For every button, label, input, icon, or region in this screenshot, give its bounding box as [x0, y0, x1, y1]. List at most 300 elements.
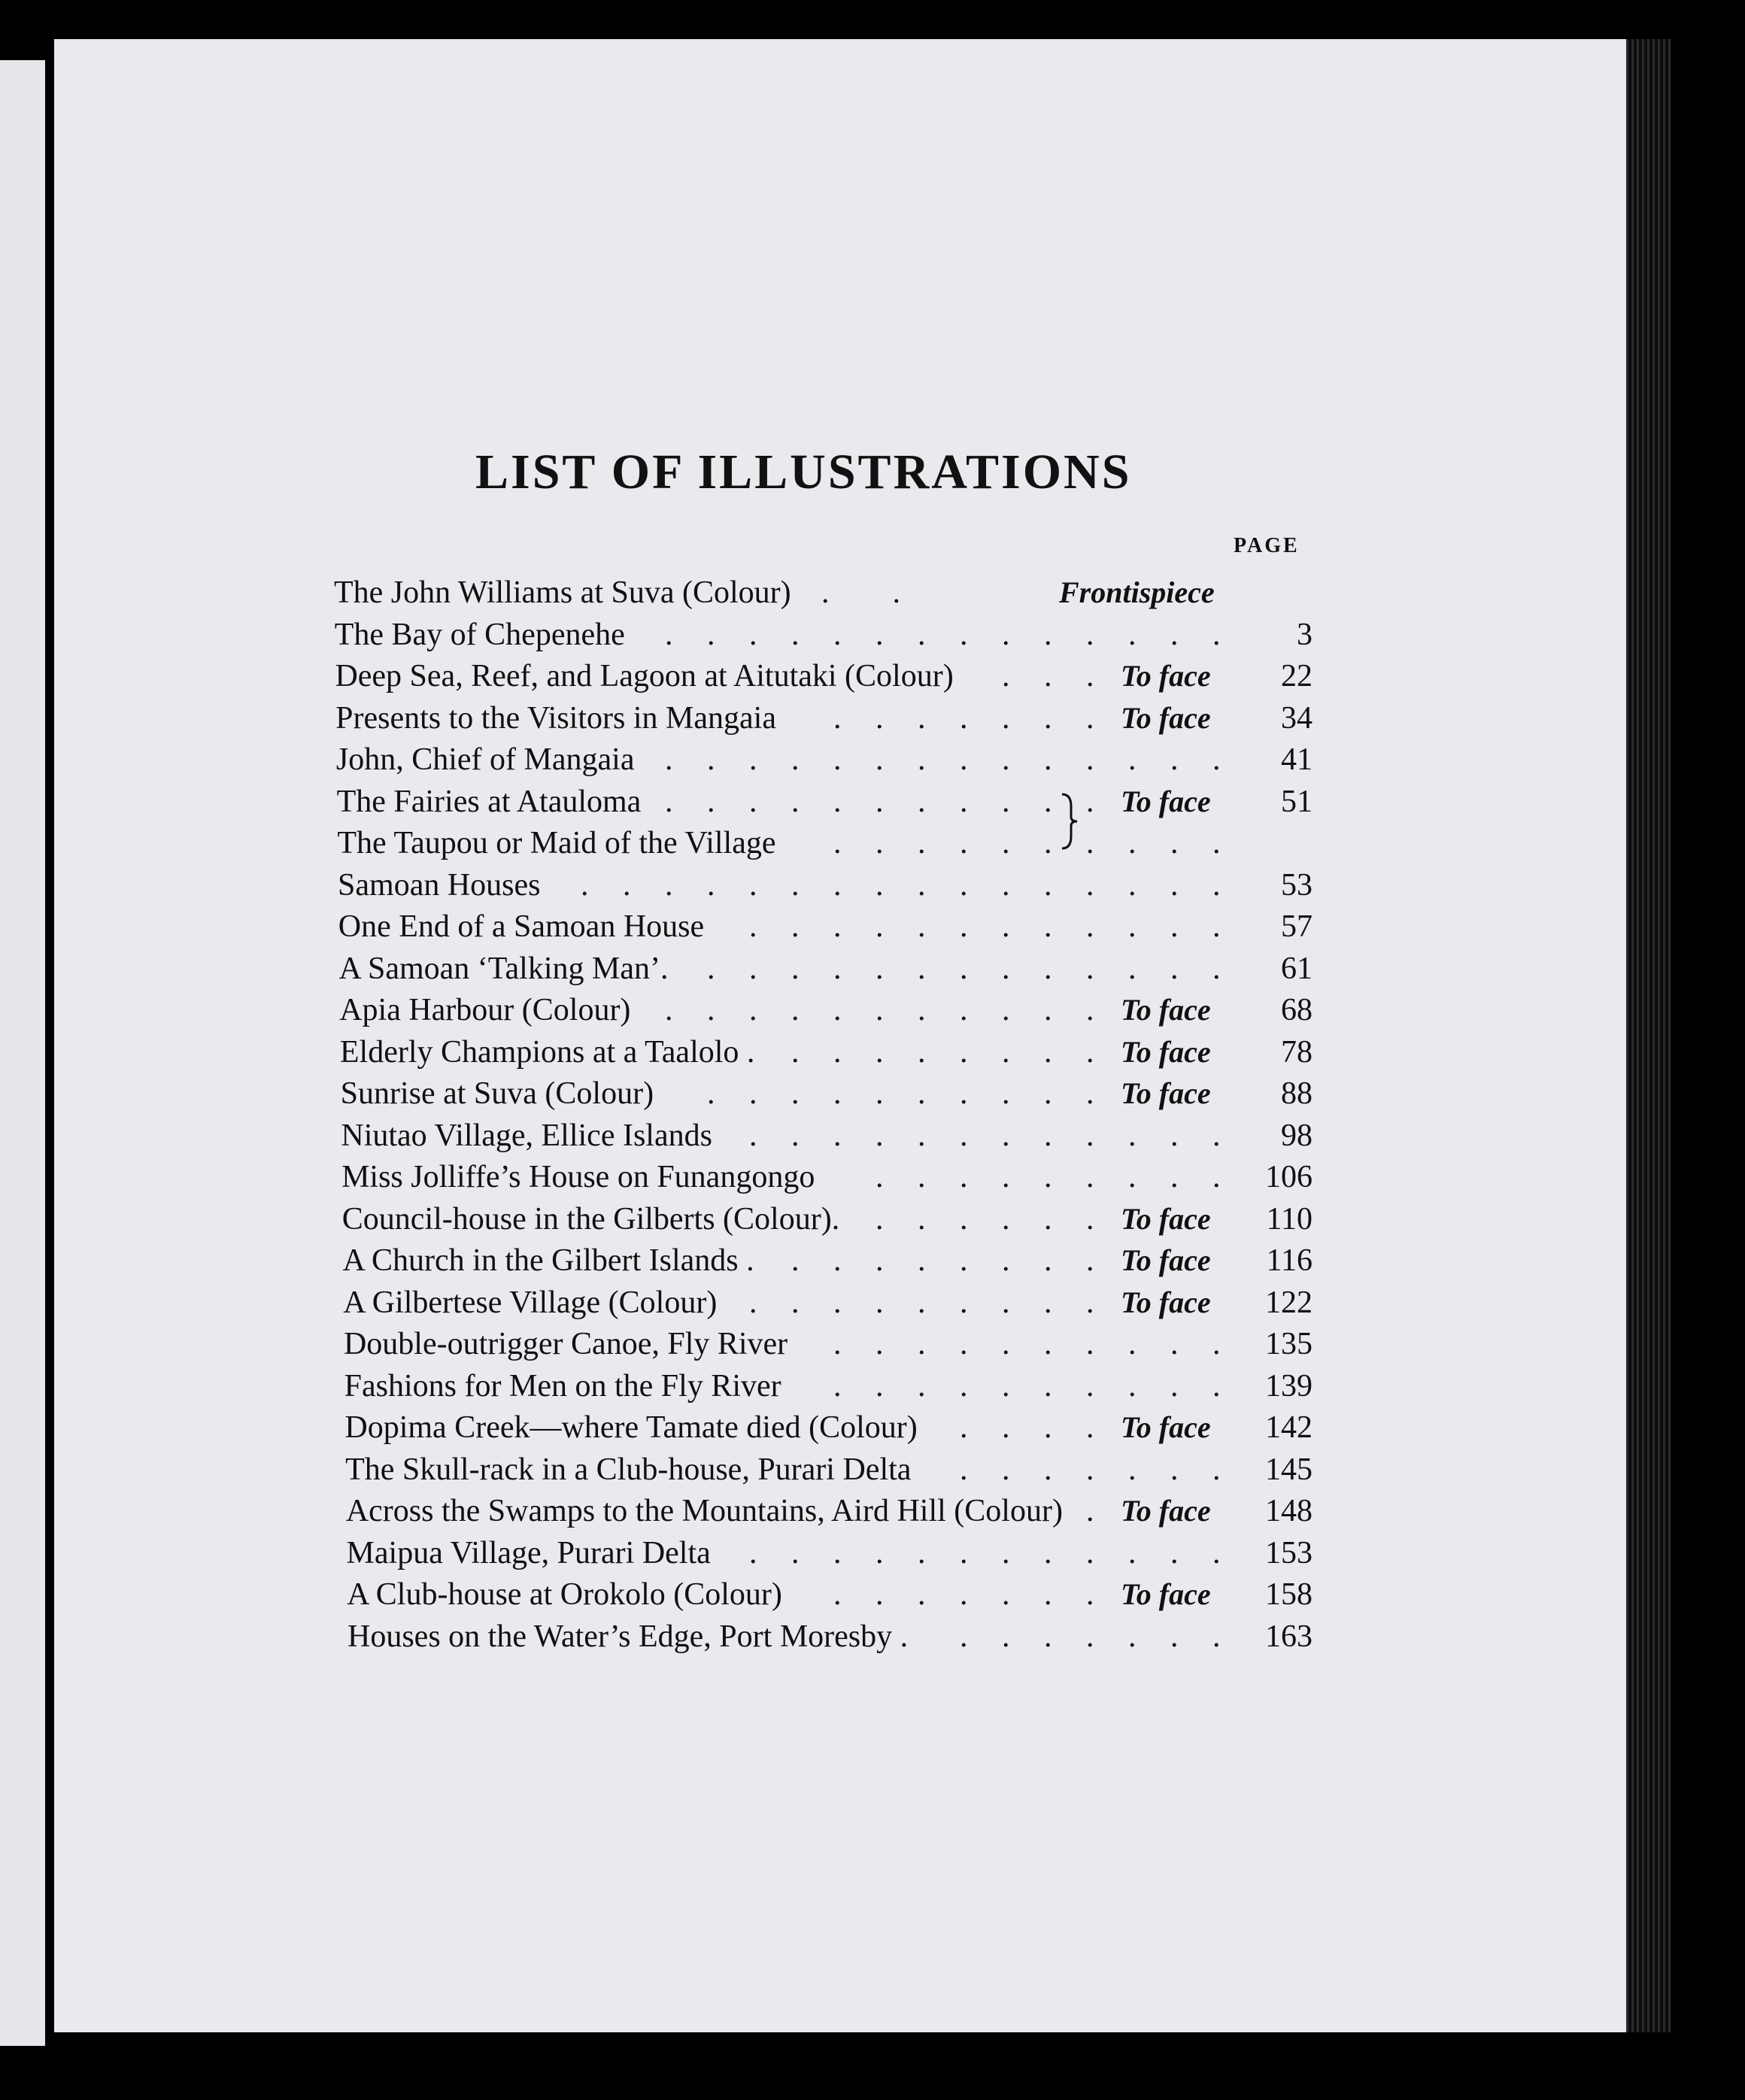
illustration-caption: Elderly Champions at a Taalolo . — [339, 1034, 755, 1070]
illustration-caption: The Fairies at Atauloma — [336, 784, 642, 819]
dot-leader: . — [833, 700, 842, 736]
list-item — [0, 657, 1745, 699]
dot-leader: . — [1212, 1452, 1221, 1487]
dot-leader: . — [1002, 1452, 1010, 1487]
dot-leader: . — [1128, 617, 1137, 652]
dot-leader: . — [1044, 700, 1052, 736]
page-number: 145 — [1265, 1452, 1313, 1487]
list-item — [0, 615, 1745, 657]
illustration-caption: A Club-house at Orokolo (Colour) — [347, 1577, 782, 1612]
list-item — [0, 1450, 1745, 1492]
dot-leader: . — [1002, 1535, 1010, 1570]
dot-leader: . — [1170, 1619, 1179, 1654]
page-number: 135 — [1265, 1327, 1313, 1361]
dot-leader: . — [1044, 1076, 1052, 1111]
dot-leader: . — [1086, 1243, 1094, 1278]
dot-leader: . — [1128, 1535, 1137, 1570]
dot-leader: . — [833, 1368, 842, 1404]
dot-leader: . — [1044, 1535, 1052, 1570]
dot-leader: . — [833, 784, 842, 819]
dot-leader: . — [833, 1243, 842, 1278]
dot-leader: . — [960, 1201, 968, 1237]
dot-leader: . — [876, 993, 884, 1027]
dot-leader: . — [1002, 1285, 1010, 1320]
illustration-caption: A Samoan ‘Talking Man’. — [338, 951, 669, 986]
dot-leader: . — [1086, 1118, 1094, 1153]
dot-leader: . — [707, 617, 715, 652]
list-item — [0, 1158, 1745, 1200]
dot-leader: . — [876, 700, 884, 736]
dot-leader: . — [1086, 1076, 1094, 1111]
dot-leader: . — [1044, 1118, 1052, 1153]
illustration-caption: Dopima Creek—where Tamate died (Colour) — [344, 1410, 918, 1445]
list-item — [0, 740, 1745, 782]
dot-leader: . — [1128, 951, 1137, 986]
dot-leader: . — [1044, 1160, 1052, 1194]
dot-leader: . — [1086, 659, 1094, 693]
page-number: 61 — [1281, 951, 1313, 986]
dot-leader: . — [791, 1034, 800, 1070]
list-item — [0, 824, 1745, 866]
dot-leader: . — [960, 1368, 968, 1404]
dot-leader: . — [749, 742, 757, 777]
illustration-caption: Presents to the Visitors in Mangaia — [335, 700, 776, 736]
illustration-caption: Deep Sea, Reef, and Lagoon at Aitutaki (Colour) — [335, 659, 954, 693]
dot-leader: . — [960, 1452, 968, 1487]
placement-note: To face — [1121, 993, 1211, 1027]
dot-leader: . — [918, 742, 926, 777]
dot-leader: . — [1212, 617, 1221, 652]
dot-leader: . — [960, 1410, 968, 1445]
illustration-caption: Houses on the Water’s Edge, Port Moresby . — [347, 1619, 909, 1654]
page-number: 53 — [1281, 867, 1313, 903]
page-number: 88 — [1281, 1076, 1313, 1111]
illustration-caption: The John Williams at Suva (Colour) — [334, 575, 791, 610]
dot-leader: . — [918, 1577, 926, 1612]
page-number: 106 — [1265, 1160, 1313, 1194]
dot-leader: . — [1212, 951, 1221, 986]
dot-leader: . — [833, 1118, 842, 1153]
dot-leader: . — [1002, 1201, 1010, 1237]
dot-leader: . — [1086, 1368, 1094, 1404]
placement-note: To face — [1121, 1076, 1211, 1110]
dot-leader: . — [876, 1201, 884, 1237]
dot-leader: . — [1128, 742, 1137, 777]
dot-leader: . — [749, 1118, 757, 1153]
dot-leader: . — [876, 742, 884, 777]
dot-leader: . — [1044, 1034, 1052, 1070]
dot-leader: . — [1044, 1327, 1052, 1361]
page-number: 110 — [1266, 1201, 1313, 1237]
list-item — [0, 699, 1745, 741]
placement-note: To face — [1121, 1577, 1211, 1611]
list-item — [0, 1116, 1745, 1158]
dot-leader: . — [960, 1285, 968, 1320]
dot-leader: . — [833, 1034, 842, 1070]
dot-leader: . — [918, 993, 926, 1027]
list-item — [0, 1241, 1745, 1283]
dot-leader: . — [1002, 909, 1010, 944]
dot-leader: . — [960, 617, 968, 652]
dot-leader: . — [1002, 1327, 1010, 1361]
illustration-caption: Fashions for Men on the Fly River — [344, 1368, 781, 1404]
dot-leader: . — [791, 1243, 800, 1278]
dot-leader: . — [918, 617, 926, 652]
dot-leader: . — [876, 1285, 884, 1320]
dot-leader: . — [665, 867, 673, 903]
dot-leader: . — [1128, 1118, 1137, 1153]
dot-leader: . — [960, 1243, 968, 1278]
list-item — [0, 1033, 1745, 1075]
dot-leader: . — [1128, 1619, 1137, 1654]
dot-leader: . — [1212, 1619, 1221, 1654]
illustration-caption: Miss Jolliffe’s House on Funangongo — [341, 1160, 815, 1194]
dot-leader: . — [749, 617, 757, 652]
dot-leader: . — [1086, 742, 1094, 777]
page-number: 3 — [1297, 617, 1313, 652]
dot-leader: . — [1086, 1201, 1094, 1237]
dot-leader: . — [1086, 951, 1094, 986]
page-number: 22 — [1281, 659, 1313, 693]
placement-note: To face — [1121, 700, 1211, 735]
dot-leader: . — [1002, 617, 1010, 652]
dot-leader: . — [960, 784, 968, 819]
dot-leader: . — [1002, 1034, 1010, 1070]
list-item — [0, 1367, 1745, 1409]
dot-leader: . — [1212, 1118, 1221, 1153]
dot-leader: . . — [821, 575, 900, 610]
dot-leader: . — [918, 909, 926, 944]
placement-note: Frontispiece — [1059, 575, 1215, 609]
page-number: 153 — [1265, 1535, 1313, 1570]
dot-leader: . — [876, 1577, 884, 1612]
dot-leader: . — [960, 1619, 968, 1654]
illustration-caption: A Church in the Gilbert Islands . — [342, 1243, 754, 1278]
dot-leader: . — [1212, 1535, 1221, 1570]
page-number: 148 — [1265, 1494, 1313, 1528]
list-item — [0, 1200, 1745, 1242]
dot-leader: . — [960, 951, 968, 986]
dot-leader: . — [749, 951, 757, 986]
dot-leader: . — [960, 1118, 968, 1153]
dot-leader: . — [876, 617, 884, 652]
list-item — [0, 1408, 1745, 1450]
page-number: 57 — [1281, 909, 1313, 944]
dot-leader: . — [665, 742, 673, 777]
illustration-caption: The Skull-rack in a Club-house, Purari Delta — [345, 1452, 912, 1487]
dot-leader: . — [876, 826, 884, 860]
dot-leader: . — [1086, 700, 1094, 736]
page-number: 98 — [1281, 1118, 1313, 1153]
page-number: 51 — [1281, 784, 1313, 819]
page-number: 116 — [1266, 1243, 1313, 1278]
list-item — [0, 991, 1745, 1033]
placement-note: To face — [1121, 1243, 1211, 1277]
dot-leader: . — [1044, 951, 1052, 986]
dot-leader: . — [1170, 1327, 1179, 1361]
dot-leader: . — [791, 951, 800, 986]
brace-mark — [1059, 791, 1082, 851]
dot-leader: . — [1128, 867, 1137, 903]
dot-leader: . — [1128, 909, 1137, 944]
dot-leader: . — [1044, 1410, 1052, 1445]
dot-leader: . — [707, 1076, 715, 1111]
dot-leader: . — [833, 1577, 842, 1612]
page-number: 68 — [1281, 993, 1313, 1027]
dot-leader: . — [1128, 1160, 1137, 1194]
dot-leader: . — [1212, 1160, 1221, 1194]
dot-leader: . — [1212, 742, 1221, 777]
illustration-caption: The Taupou or Maid of the Village — [337, 826, 776, 860]
dot-leader: . — [1212, 1327, 1221, 1361]
dot-leader: . — [918, 1535, 926, 1570]
dot-leader: . — [1128, 1368, 1137, 1404]
dot-leader: . — [960, 993, 968, 1027]
dot-leader: . — [665, 617, 673, 652]
dot-leader: . — [833, 1327, 842, 1361]
dot-leader: . — [1002, 784, 1010, 819]
list-item — [0, 1492, 1745, 1534]
dot-leader: . — [1086, 1452, 1094, 1487]
dot-leader: . — [1170, 867, 1179, 903]
list-item — [0, 1575, 1745, 1617]
dot-leader: . — [833, 867, 842, 903]
page-number: 122 — [1265, 1285, 1313, 1320]
dot-leader: . — [833, 909, 842, 944]
dot-leader: . — [833, 1535, 842, 1570]
dot-leader: . — [749, 1076, 757, 1111]
dot-leader: . — [918, 1160, 926, 1194]
dot-leader: . — [960, 1577, 968, 1612]
illustration-caption: John, Chief of Mangaia — [335, 742, 635, 777]
dot-leader: . — [1002, 867, 1010, 903]
dot-leader: . — [1086, 993, 1094, 1027]
dot-leader: . — [1044, 1619, 1052, 1654]
dot-leader: . — [1044, 909, 1052, 944]
dot-leader: . — [1002, 700, 1010, 736]
dot-leader: . — [791, 867, 800, 903]
dot-leader: . — [876, 1034, 884, 1070]
page-column-label: PAGE — [1234, 534, 1300, 557]
dot-leader: . — [1128, 826, 1137, 860]
dot-leader: . — [1044, 826, 1052, 860]
dot-leader: . — [1170, 826, 1179, 860]
dot-leader: . — [1170, 951, 1179, 986]
dot-leader: . — [960, 909, 968, 944]
dot-leader: . — [918, 1076, 926, 1111]
illustration-caption: Niutao Village, Ellice Islands — [341, 1118, 712, 1153]
dot-leader: . — [1002, 951, 1010, 986]
dot-leader: . — [707, 784, 715, 819]
page-number: 142 — [1265, 1410, 1313, 1445]
dot-leader: . — [1002, 1368, 1010, 1404]
illustration-caption: Maipua Village, Purari Delta — [346, 1535, 711, 1570]
dot-leader: . — [1170, 617, 1179, 652]
dot-leader: . — [1170, 909, 1179, 944]
dot-leader: . — [1044, 867, 1052, 903]
dot-leader: . — [918, 1201, 926, 1237]
dot-leader: . — [791, 784, 800, 819]
illustration-caption: Samoan Houses — [338, 867, 541, 903]
list-item — [0, 949, 1745, 991]
dot-leader: . — [1086, 1285, 1094, 1320]
dot-leader: . — [1044, 742, 1052, 777]
dot-leader: . — [1086, 1160, 1094, 1194]
illustration-caption: The Bay of Chepenehe — [334, 617, 625, 652]
dot-leader: . — [581, 867, 589, 903]
dot-leader: . — [1086, 1577, 1094, 1612]
dot-leader: . — [749, 784, 757, 819]
dot-leader: . — [791, 742, 800, 777]
dot-leader: . — [1044, 1243, 1052, 1278]
dot-leader: . — [749, 867, 757, 903]
dot-leader: . — [1212, 909, 1221, 944]
dot-leader: . — [918, 700, 926, 736]
page-number: 163 — [1265, 1619, 1313, 1654]
list-item — [0, 1283, 1745, 1325]
dot-leader: . — [1002, 659, 1010, 693]
dot-leader: . — [791, 1285, 800, 1320]
dot-leader: . — [960, 826, 968, 860]
dot-leader: . — [707, 742, 715, 777]
placement-note: To face — [1121, 1034, 1211, 1069]
dot-leader: . — [833, 993, 842, 1027]
dot-leader: . — [1002, 1619, 1010, 1654]
dot-leader: . — [918, 1118, 926, 1153]
dot-leader: . — [1086, 1494, 1094, 1528]
dot-leader: . — [1044, 1285, 1052, 1320]
dot-leader: . — [1086, 867, 1094, 903]
dot-leader: . — [876, 867, 884, 903]
list-item — [0, 866, 1745, 908]
dot-leader: . — [833, 1285, 842, 1320]
dot-leader: . — [833, 1076, 842, 1111]
dot-leader: . — [1002, 742, 1010, 777]
dot-leader: . — [749, 1285, 757, 1320]
page-number: 41 — [1281, 742, 1313, 777]
dot-leader: . — [960, 1160, 968, 1194]
page-title: LIST OF ILLUSTRATIONS — [475, 445, 1132, 499]
placement-note: To face — [1121, 1410, 1211, 1444]
dot-leader: . — [876, 909, 884, 944]
dot-leader: . — [876, 1243, 884, 1278]
dot-leader: . — [1002, 826, 1010, 860]
dot-leader: . — [791, 1535, 800, 1570]
dot-leader: . — [1002, 1076, 1010, 1111]
dot-leader: . — [918, 951, 926, 986]
dot-leader: . — [1002, 993, 1010, 1027]
placement-note: To face — [1121, 1285, 1211, 1319]
list-item — [0, 1074, 1745, 1116]
dot-leader: . — [1086, 909, 1094, 944]
dot-leader: . — [960, 1076, 968, 1111]
dot-leader: . — [1170, 742, 1179, 777]
dot-leader: . — [876, 784, 884, 819]
placement-note: To face — [1121, 1201, 1211, 1236]
dot-leader: . — [876, 1076, 884, 1111]
dot-leader: . — [791, 617, 800, 652]
placement-note: To face — [1121, 784, 1211, 818]
illustration-caption: Sunrise at Suva (Colour) — [340, 1076, 654, 1111]
illustration-caption: Across the Swamps to the Mountains, Aird Hill (Colour) — [345, 1494, 1063, 1528]
dot-leader: . — [1002, 1243, 1010, 1278]
dot-leader: . — [1170, 1535, 1179, 1570]
dot-leader: . — [918, 867, 926, 903]
dot-leader: . — [1128, 1327, 1137, 1361]
dot-leader: . — [1170, 1118, 1179, 1153]
dot-leader: . — [876, 951, 884, 986]
dot-leader: . — [1170, 1160, 1179, 1194]
dot-leader: . — [833, 826, 842, 860]
dot-leader: . — [833, 951, 842, 986]
dot-leader: . — [1044, 1577, 1052, 1612]
dot-leader: . — [1128, 1452, 1137, 1487]
dot-leader: . — [1044, 659, 1052, 693]
illustration-caption: A Gilbertese Village (Colour) — [343, 1285, 718, 1320]
list-item — [0, 573, 1745, 615]
illustration-caption: Double-outrigger Canoe, Fly River — [343, 1327, 788, 1361]
dot-leader: . — [960, 1327, 968, 1361]
dot-leader: . — [1044, 1368, 1052, 1404]
dot-leader: . — [1086, 1410, 1094, 1445]
dot-leader: . — [1170, 1368, 1179, 1404]
dot-leader: . — [918, 1285, 926, 1320]
dot-leader: . — [960, 1034, 968, 1070]
dot-leader: . — [1044, 617, 1052, 652]
dot-leader: . — [876, 1535, 884, 1570]
dot-leader: . — [960, 867, 968, 903]
dot-leader: . — [665, 993, 673, 1027]
dot-leader: . — [623, 867, 631, 903]
dot-leader: . — [1044, 993, 1052, 1027]
illustration-caption: Council-house in the Gilberts (Colour). — [341, 1201, 840, 1237]
list-item — [0, 1534, 1745, 1576]
dot-leader: . — [918, 1368, 926, 1404]
dot-leader: . — [876, 1118, 884, 1153]
dot-leader: . — [791, 1118, 800, 1153]
dot-leader: . — [665, 784, 673, 819]
list-item — [0, 907, 1745, 949]
dot-leader: . — [918, 1034, 926, 1070]
list-item — [0, 782, 1745, 824]
dot-leader: . — [791, 993, 800, 1027]
dot-leader: . — [1044, 784, 1052, 819]
dot-leader: . — [833, 742, 842, 777]
dot-leader: . — [791, 1076, 800, 1111]
illustration-caption: Apia Harbour (Colour) — [339, 993, 631, 1027]
dot-leader: . — [749, 909, 757, 944]
page-number: 139 — [1265, 1368, 1313, 1404]
dot-leader: . — [876, 1327, 884, 1361]
dot-leader: . — [1044, 1201, 1052, 1237]
dot-leader: . — [1002, 1410, 1010, 1445]
dot-leader: . — [1086, 784, 1094, 819]
dot-leader: . — [960, 1535, 968, 1570]
dot-leader: . — [1002, 1160, 1010, 1194]
dot-leader: . — [749, 1535, 757, 1570]
dot-leader: . — [1086, 1535, 1094, 1570]
dot-leader: . — [1002, 1118, 1010, 1153]
list-item — [0, 1325, 1745, 1367]
dot-leader: . — [1086, 1619, 1094, 1654]
dot-leader: . — [918, 1327, 926, 1361]
dot-leader: . — [707, 867, 715, 903]
page-number: 158 — [1265, 1577, 1313, 1612]
dot-leader: . — [1212, 867, 1221, 903]
dot-leader: . — [1044, 1452, 1052, 1487]
illustration-caption: One End of a Samoan House — [338, 909, 705, 944]
dot-leader: . — [918, 826, 926, 860]
